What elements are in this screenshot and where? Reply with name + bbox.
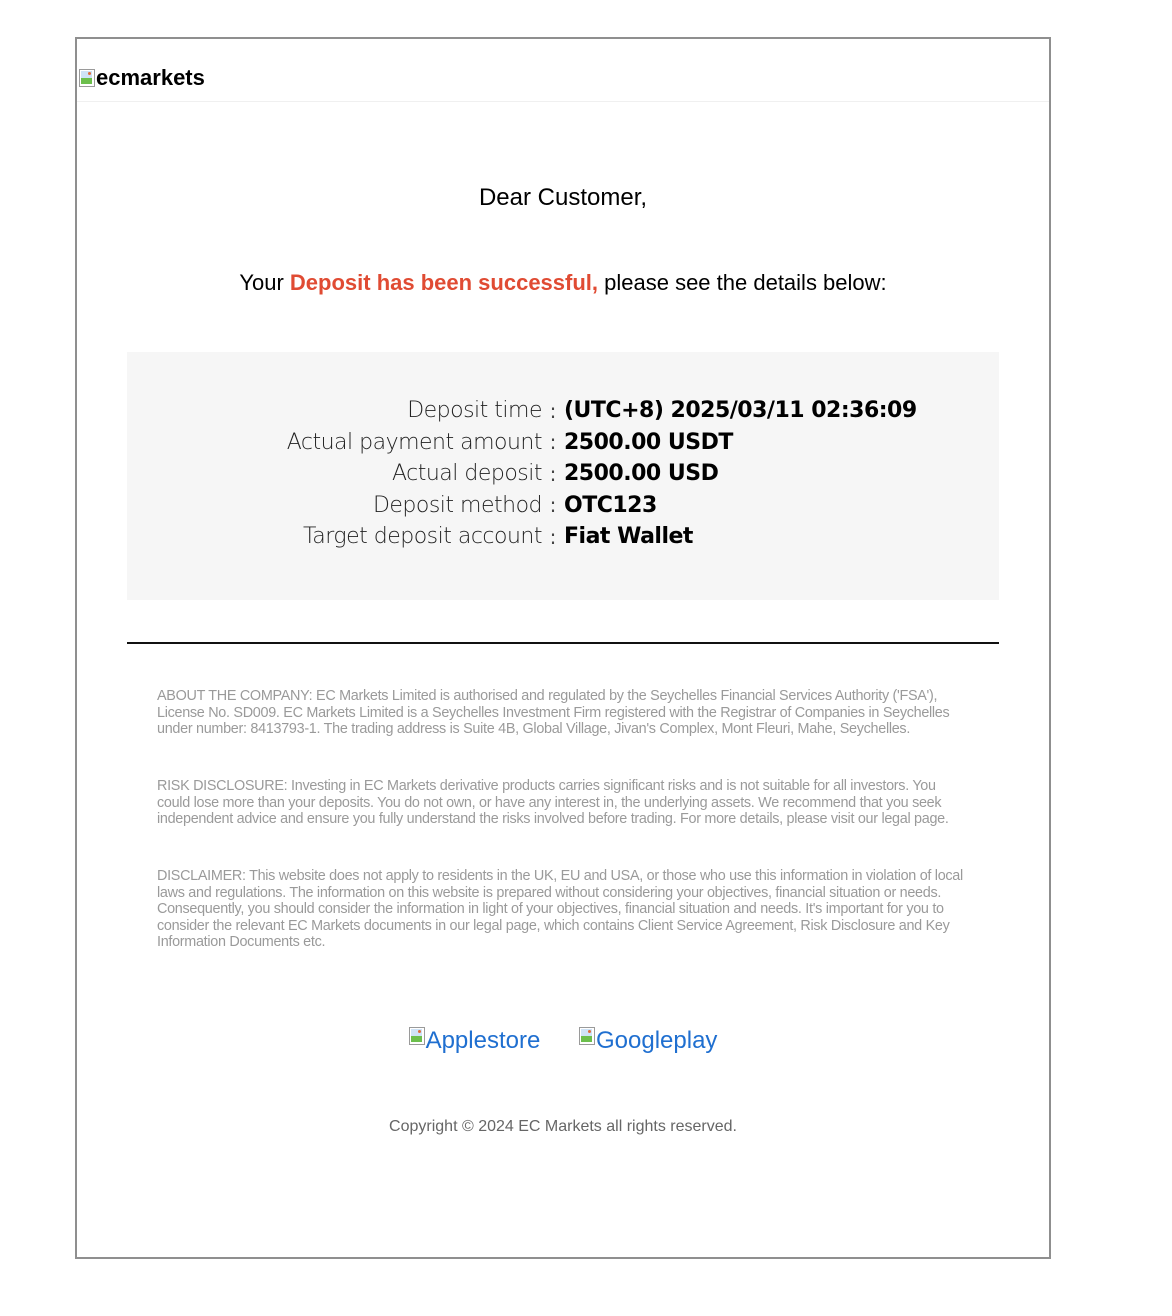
detail-label: Deposit method: [372, 492, 542, 518]
detail-separator: :: [549, 398, 557, 423]
detail-separator: :: [549, 493, 557, 518]
app-store-links: [77, 1024, 1049, 1055]
broken-image-icon: [79, 69, 95, 87]
detail-row-deposit-method: [127, 490, 999, 522]
divider: [127, 642, 999, 644]
detail-separator: :: [549, 461, 557, 486]
detail-label: Deposit time: [407, 398, 542, 424]
risk-disclosure-text: RISK DISCLOSURE: Investing in EC Markets derivative products carries significant risks and is not suitable for all investors. You could lose more than your deposits. You do not own, or have any interest in, the underlying assets. We recommend that you seek independent advice and ensure you fully understand the risks involved before trading. For more details, please visit our legal page.: [157, 778, 949, 827]
detail-label: Target deposit account: [302, 524, 542, 550]
detail-row-payment-amount: [127, 427, 999, 459]
detail-label: Actual deposit: [391, 461, 542, 487]
detail-row-actual-deposit: [127, 458, 999, 490]
detail-label: Actual payment amount: [286, 429, 542, 455]
disclaimer-text: DISCLAIMER: This website does not apply to residents in the UK, EU and USA, or those who use this information in violation of local laws and regulations. The information on this website is prepared without considering your objectives, financial situation or needs. Consequently, you should consider the information in light of your objectives, financial situation and needs. It's important for you to consider the relevant EC Markets documents in our legal page, which contains Client Service Agreement, Risk Disclosure and Key Information Documents etc.: [157, 868, 963, 950]
detail-row-deposit-time: [127, 395, 999, 427]
broken-image-icon: [409, 1027, 425, 1045]
detail-separator: :: [549, 430, 557, 455]
copyright: Copyright © 2024 EC Markets all rights reserved.: [389, 1118, 737, 1135]
googleplay-link[interactable]: [579, 1027, 717, 1055]
broken-image-icon: [579, 1027, 595, 1045]
greeting: Dear Customer,: [478, 184, 648, 211]
email-container: [75, 37, 1051, 1259]
detail-value: OTC123: [564, 492, 657, 518]
deposit-details-box: [127, 352, 999, 600]
intro-prefix: Your: [239, 270, 290, 295]
detail-row-target-account: [127, 521, 999, 553]
detail-separator: :: [549, 524, 557, 549]
applestore-alt-text: Applestore: [425, 1027, 541, 1054]
success-highlight: Deposit has been successful,: [289, 270, 599, 295]
detail-value: 2500.00 USD: [564, 461, 719, 487]
applestore-link[interactable]: [409, 1027, 541, 1055]
email-header: [77, 39, 1049, 102]
about-company-text: ABOUT THE COMPANY: EC Markets Limited is authorised and regulated by the Seychelles Financial Services Authority ('FSA'), License No. SD009. EC Markets Limited is a Seychelles Investment Firm registered with the Registrar of Companies in Seychelles under number: 8413793-1. The trading address is Suite 4B, Global Village, Jivan's Complex, Mont Fleuri, Mahe, Seychelles.: [157, 688, 950, 737]
detail-value: Fiat Wallet: [564, 524, 693, 550]
detail-value: 2500.00 USDT: [564, 429, 733, 455]
deposit-details-table: [127, 395, 999, 553]
intro-message: [77, 270, 1049, 296]
logo-alt-text: ecmarkets: [96, 65, 205, 90]
googleplay-alt-text: Googleplay: [596, 1027, 718, 1054]
logo[interactable]: [79, 65, 205, 91]
detail-value: (UTC+8) 2025/03/11 02:36:09: [564, 398, 917, 424]
intro-suffix: please see the details below:: [598, 270, 887, 295]
